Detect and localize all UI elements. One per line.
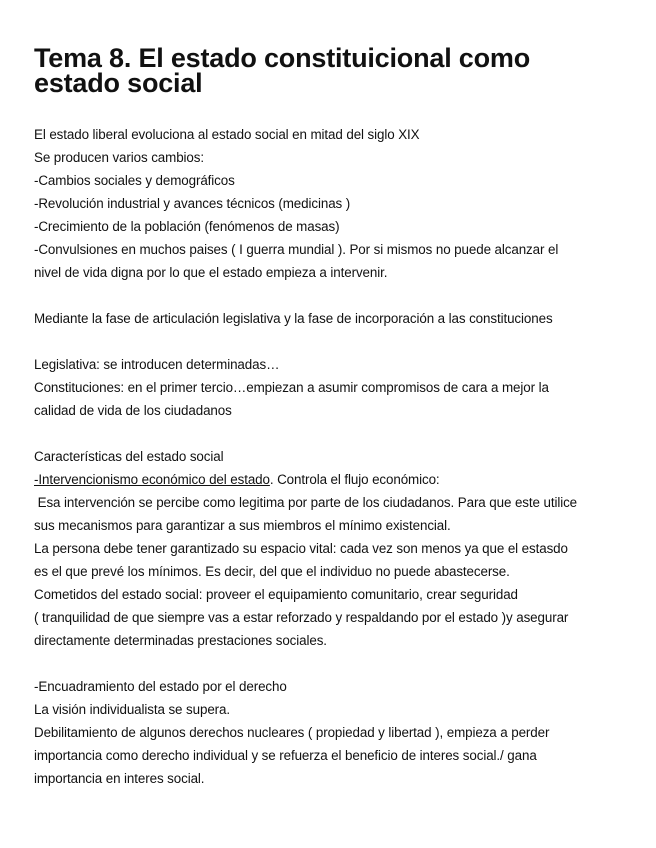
paragraph-gap [34, 422, 634, 445]
text-fragment: . Controla el flujo económico: [269, 472, 440, 487]
text-line: es el que prevé los mínimos. Es decir, del que el individuo no puede abastecerse. [34, 564, 510, 579]
text-line: sus mecanismos para garantizar a sus miembros el mínimo existencial. [34, 518, 451, 533]
paragraph-intro [34, 123, 634, 284]
text-line: El estado liberal evoluciona al estado social en mitad del siglo XIX [34, 127, 420, 142]
text-line: -Cambios sociales y demográficos [34, 173, 235, 188]
text-line: -Revolución industrial y avances técnicos (medicinas ) [34, 196, 351, 211]
underlined-term: -Intervencionismo económico del estado [34, 472, 270, 487]
paragraph-phases [34, 307, 634, 330]
paragraph-law [34, 675, 634, 790]
document-page [34, 43, 634, 790]
text-line: La visión individualista se supera. [34, 702, 230, 717]
text-line: calidad de vida de los ciudadanos [34, 403, 232, 418]
text-line: Esa intervención se percibe como legitima por parte de los ciudadanos. Para que este utilice [34, 495, 578, 510]
paragraph-gap [34, 330, 634, 353]
text-line: La persona debe tener garantizado su espacio vital: cada vez son menos ya que el estasdo [34, 541, 568, 556]
text-line: directamente determinadas prestaciones sociales. [34, 633, 327, 648]
text-line: -Crecimiento de la población (fenómenos de masas) [34, 219, 340, 234]
text-line: -Convulsiones en muchos paises ( I guerra mundial ). Por si mismos no puede alcanzar el [34, 242, 559, 257]
title-line-2: estado social [34, 68, 203, 98]
text-line: importancia en interes social. [34, 771, 205, 786]
text-line: -Encuadramiento del estado por el derecho [34, 679, 287, 694]
paragraph-characteristics [34, 445, 634, 652]
text-line: Se producen varios cambios: [34, 150, 204, 165]
text-line [34, 468, 634, 491]
paragraph-gap [34, 284, 634, 307]
text-line: Cometidos del estado social: proveer el equipamiento comunitario, crear seguridad [34, 587, 518, 602]
paragraph-legislative [34, 353, 634, 422]
text-line: importancia como derecho individual y se refuerza el beneficio de interes social./ gana [34, 748, 537, 763]
paragraph-gap [34, 652, 634, 675]
title-line-1: Tema 8. El estado constituicional como [34, 43, 531, 73]
text-line: nivel de vida digna por lo que el estado empieza a intervenir. [34, 265, 388, 280]
text-line: Debilitamiento de algunos derechos nucleares ( propiedad y libertad ), empieza a perder [34, 725, 550, 740]
text-line: Legislativa: se introducen determinadas… [34, 357, 280, 372]
document-title [34, 43, 634, 98]
text-line: Mediante la fase de articulación legislativa y la fase de incorporación a las constituciones [34, 311, 553, 326]
text-line: ( tranquilidad de que siempre vas a estar reforzado y respaldando por el estado )y asegurar [34, 610, 569, 625]
text-line: Constituciones: en el primer tercio…empiezan a asumir compromisos de cara a mejor la [34, 380, 549, 395]
section-heading: Características del estado social [34, 449, 224, 464]
